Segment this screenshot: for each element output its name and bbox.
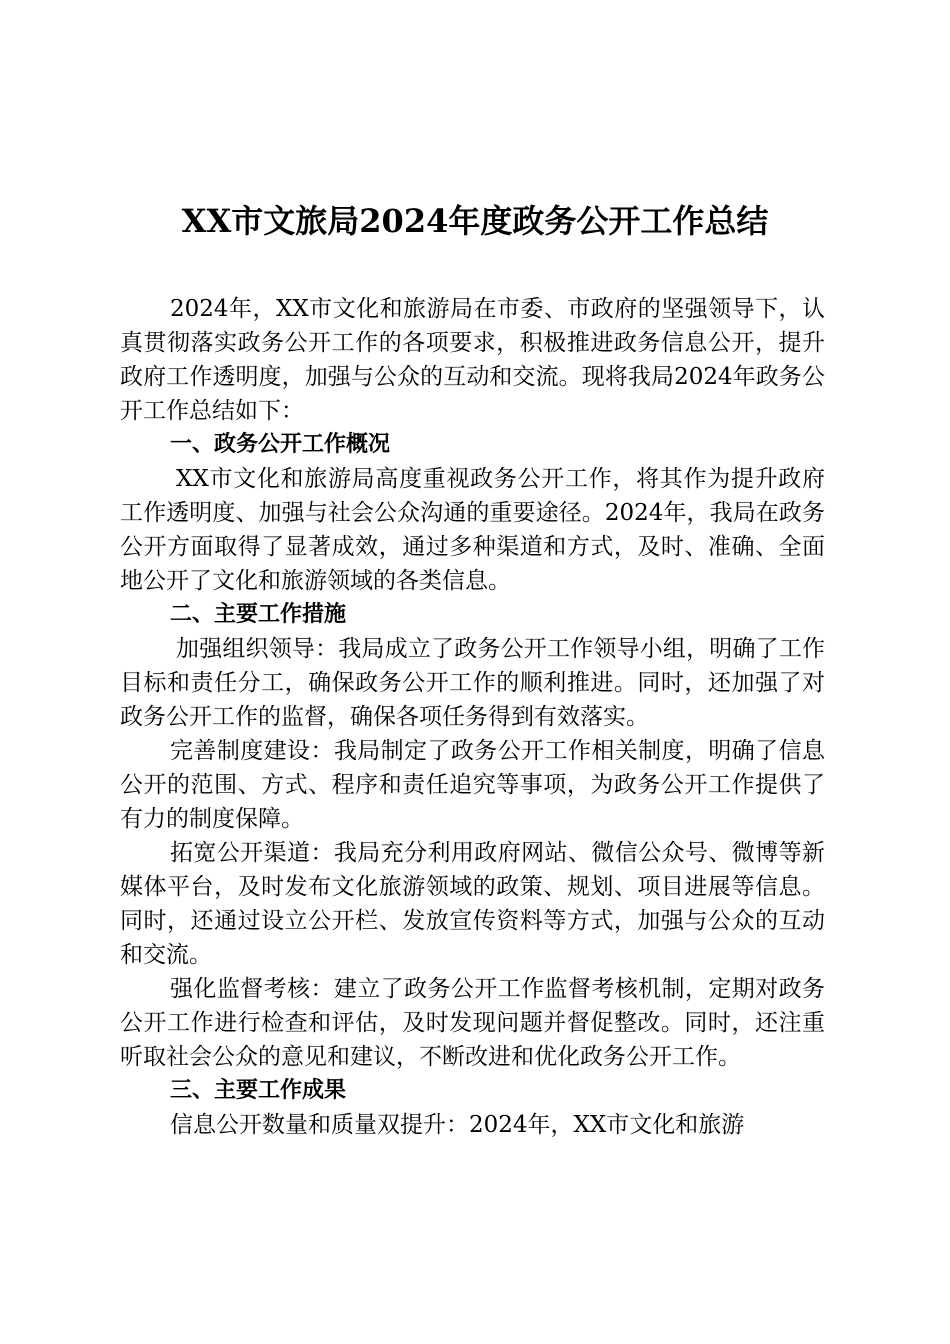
document-body — [120, 292, 825, 1142]
section-heading-measures: 二、主要工作措施 — [170, 602, 347, 627]
document-title: XX市文旅局2024年度政务公开工作总结 — [181, 202, 769, 240]
results-paragraph: 信息公开数量和质量双提升：2024年，XX市文化和旅游 — [170, 1112, 745, 1138]
measure-paragraph-channels: 拓宽公开渠道：我局充分利用政府网站、微信公众号、微博等新媒体平台，及时发布文化旅游领域的政策、规划、项目进展等信息。同时，还通过设立公开栏、发放宣传资料等方式，加强与公众的互动和交流。 — [120, 840, 825, 968]
intro-paragraph: 2024年，XX市文化和旅游局在市委、市政府的坚强领导下，认真贯彻落实政务公开工作的各项要求，积极推进政务信息公开，提升政府工作透明度，加强与公众的互动和交流。现将我局2024年政务公开工作总结如下： — [120, 296, 825, 424]
section-heading-overview: 一、政务公开工作概况 — [170, 432, 391, 457]
overview-paragraph: XX市文化和旅游局高度重视政务公开工作，将其作为提升政府工作透明度、加强与社会公众沟通的重要途径。2024年，我局在政务公开方面取得了显著成效，通过多种渠道和方式，及时、准确、全面地公开了文化和旅游领域的各类信息。 — [120, 466, 825, 594]
measure-paragraph-supervision: 强化监督考核：建立了政务公开工作监督考核机制，定期对政务公开工作进行检查和评估，及时发现问题并督促整改。同时，还注重听取社会公众的意见和建议，不断改进和优化政务公开工作。 — [120, 976, 825, 1070]
section-heading-results: 三、主要工作成果 — [170, 1078, 347, 1103]
measure-paragraph-system: 完善制度建设：我局制定了政务公开工作相关制度，明确了信息公开的范围、方式、程序和责任追究等事项，为政务公开工作提供了有力的制度保障。 — [120, 738, 825, 832]
measure-paragraph-leadership: 加强组织领导：我局成立了政务公开工作领导小组，明确了工作目标和责任分工，确保政务公开工作的顺利推进。同时，还加强了对政务公开工作的监督，确保各项任务得到有效落实。 — [120, 636, 825, 730]
